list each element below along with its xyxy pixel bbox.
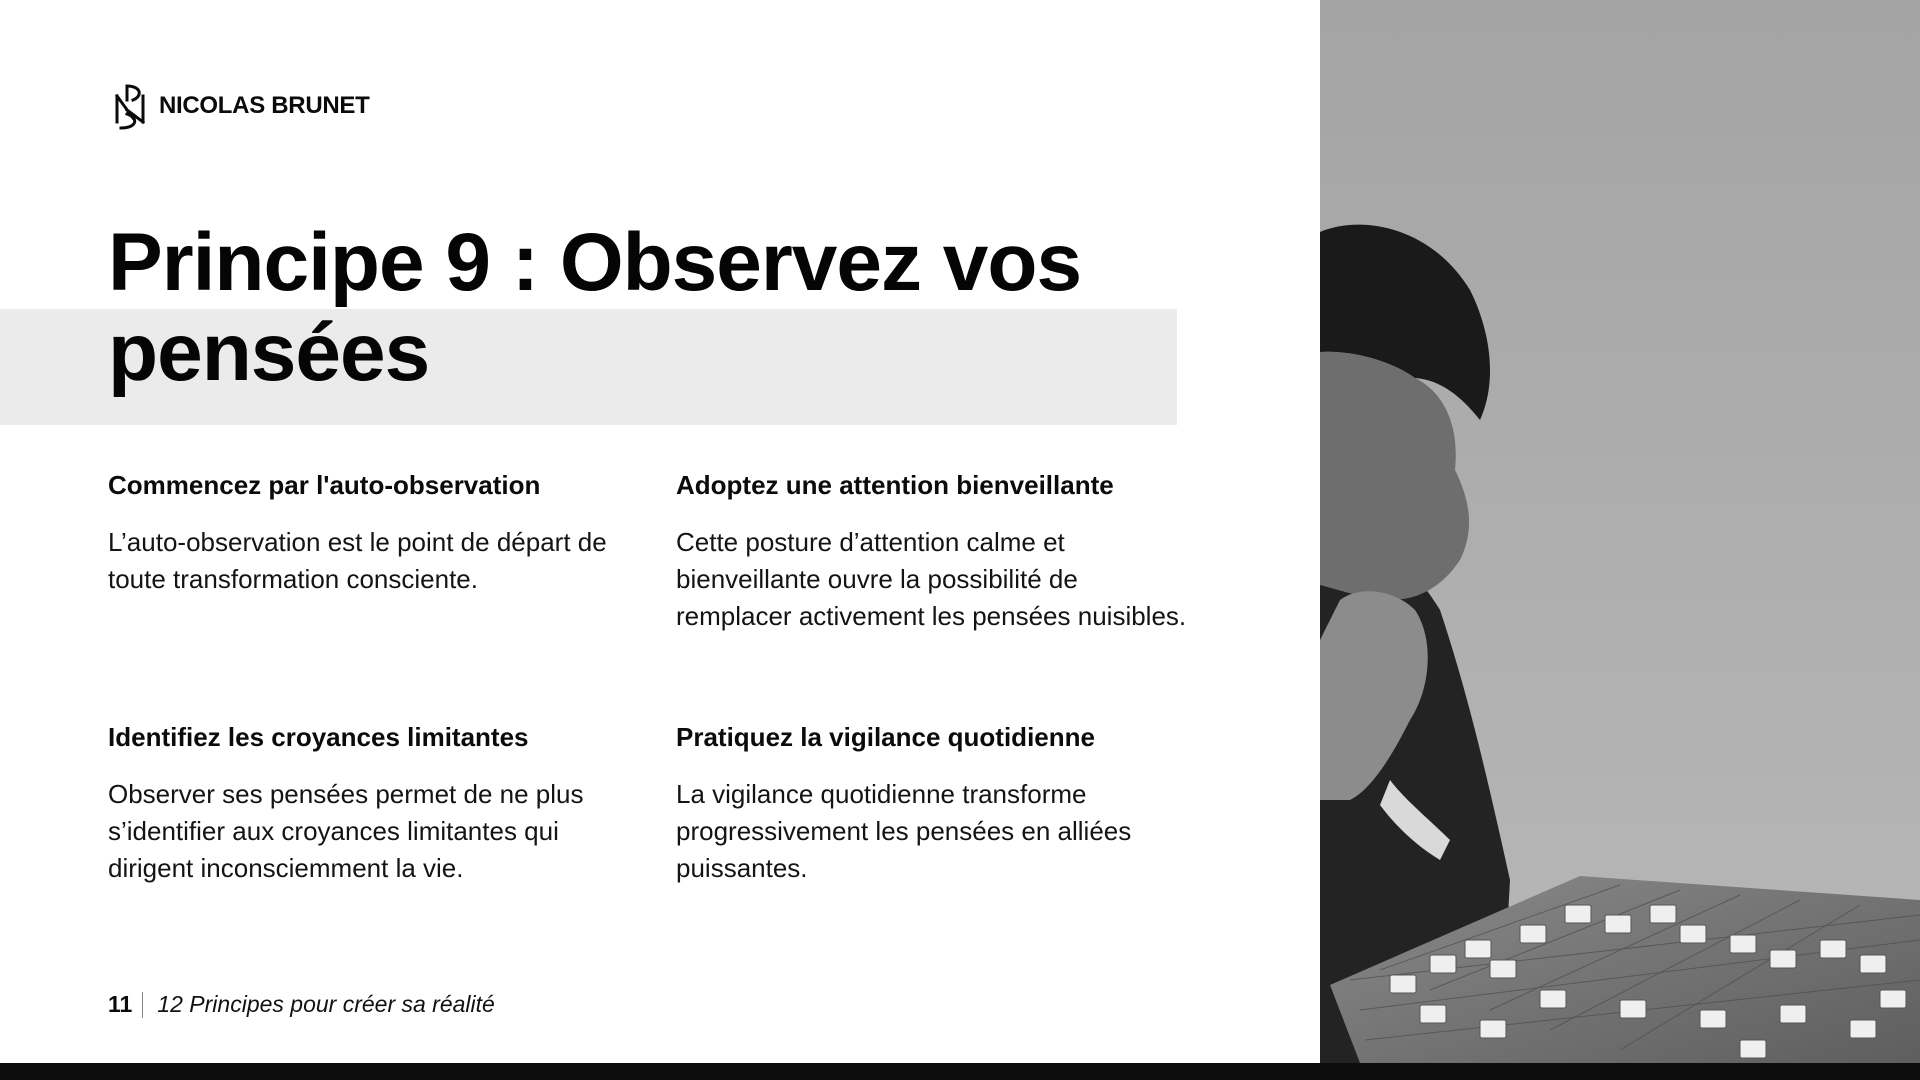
section-body: Observer ses pensées permet de ne plus s’identifier aux croyances limitantes qui dirigent inconsciemment la vie. [108, 779, 584, 883]
principle-section [108, 469, 628, 598]
document-title: 12 Principes pour créer sa réalité [157, 991, 495, 1017]
brand-name: NICOLAS BRUNET [159, 92, 370, 119]
section-heading: Commencez par l'auto-observation [108, 470, 541, 500]
section-body: Cette posture d’attention calme et bienveillante ouvre la possibilité de remplacer activement les pensées nuisibles. [676, 527, 1187, 631]
section-body: L’auto-observation est le point de départ de toute transformation consciente. [108, 527, 607, 594]
principle-section [676, 469, 1196, 635]
bottom-bar [0, 1063, 1920, 1080]
principle-section [108, 721, 628, 887]
footer-divider [142, 992, 143, 1018]
section-body: La vigilance quotidienne transforme progressivement les pensées en alliées puissantes. [676, 779, 1132, 883]
principle-section [676, 721, 1196, 887]
section-heading: Adoptez une attention bienveillante [676, 470, 1114, 500]
section-heading: Identifiez les croyances limitantes [108, 722, 529, 752]
page-title: Principe 9 : Observez vos pensées [108, 217, 1082, 398]
brand [113, 82, 369, 130]
man-playing-shogi-photo [1320, 0, 1920, 1063]
footer [108, 991, 495, 1018]
section-heading: Pratiquez la vigilance quotidienne [676, 722, 1095, 752]
page-number: 11 [108, 991, 133, 1017]
nb-monogram-icon [113, 82, 149, 130]
